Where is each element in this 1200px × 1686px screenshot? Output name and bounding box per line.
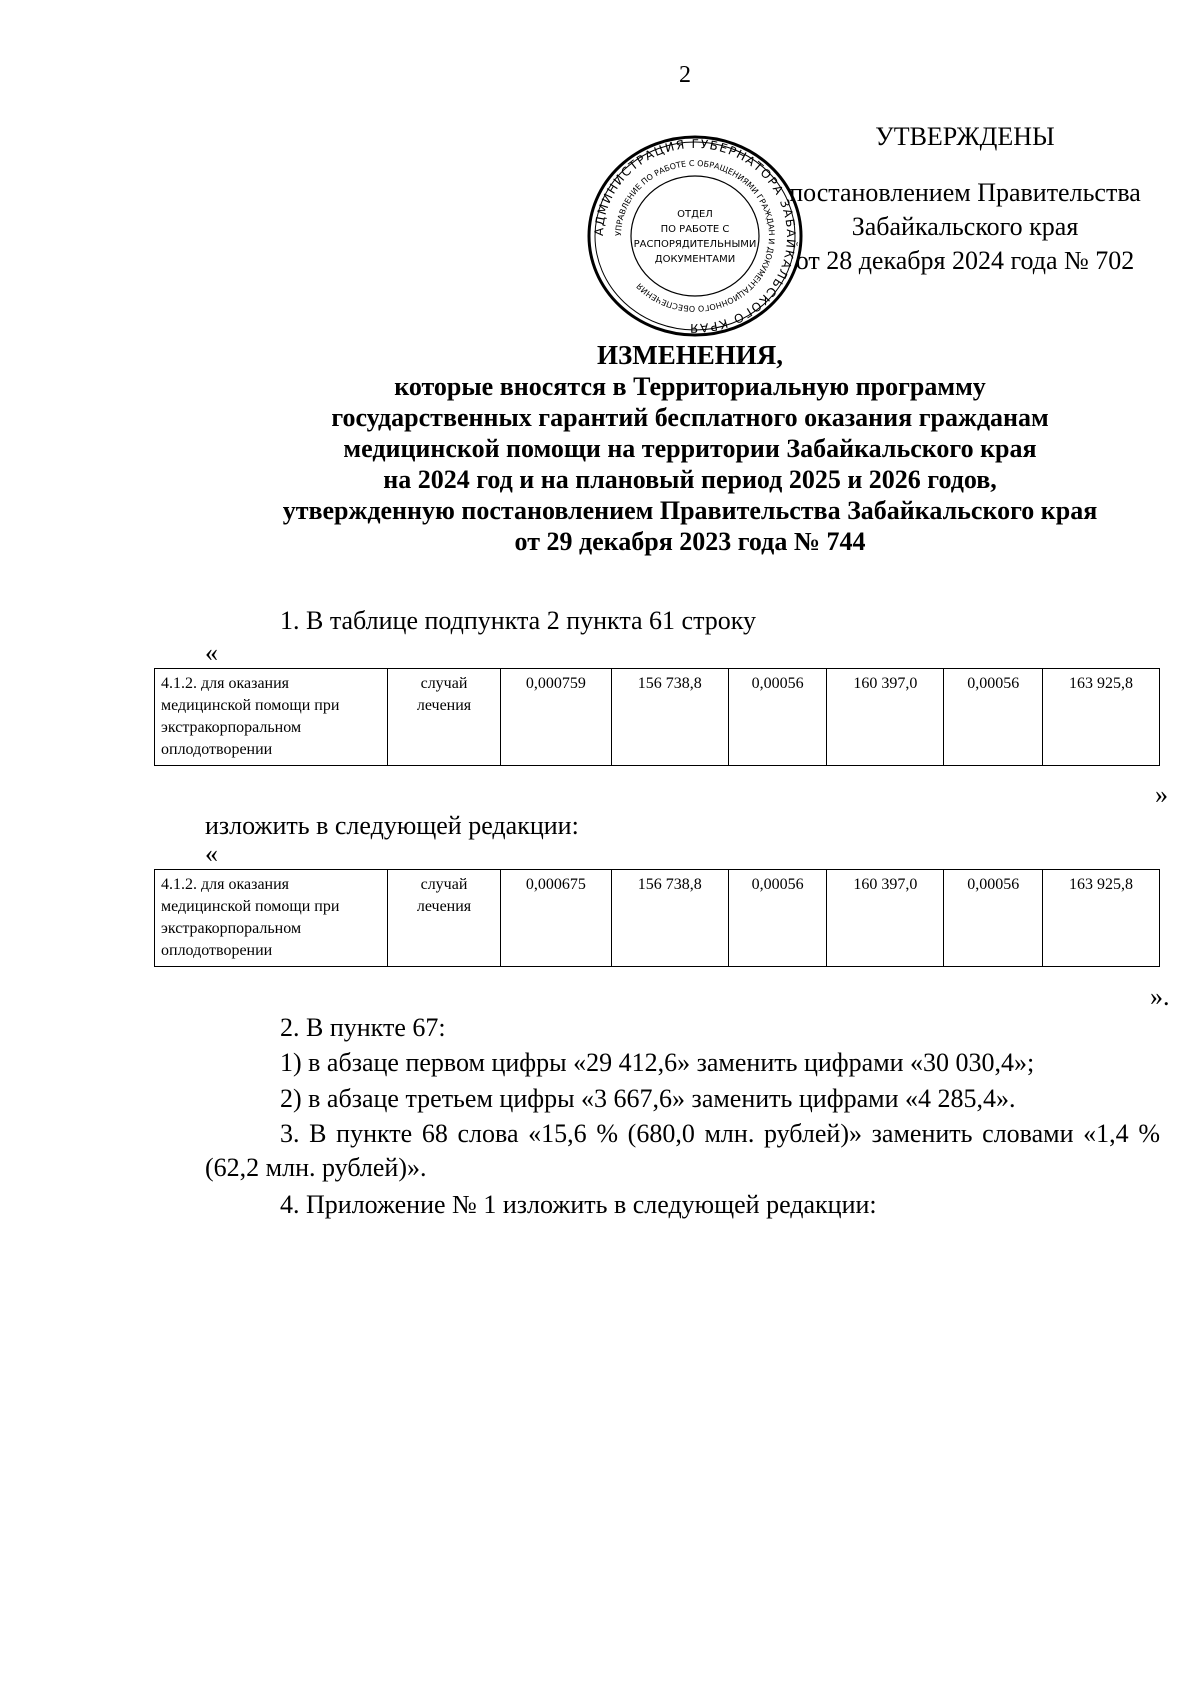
item-2-1-text: 1) в абзаце первом цифры «29 412,6» заменить цифрами «30 030,4»; bbox=[280, 1048, 1035, 1077]
row-unit-cell: случай лечения bbox=[388, 870, 501, 967]
item-2-2-text: 2) в абзаце третьем цифры «3 667,6» заменить цифрами «4 285,4». bbox=[280, 1084, 1016, 1113]
title-line: которые вносятся в Территориальную программу bbox=[394, 372, 986, 401]
title-main: ИЗМЕНЕНИЯ, bbox=[596, 340, 783, 370]
title-line: на 2024 год и на плановый период 2025 и 2026 годов, bbox=[383, 465, 997, 494]
row-value-cell: 0,00056 bbox=[728, 669, 827, 766]
open-quote: « bbox=[205, 839, 218, 868]
row-value-cell: 163 925,8 bbox=[1043, 870, 1160, 967]
row-value-cell: 0,000759 bbox=[501, 669, 612, 766]
row-name-cell: 4.1.2. для оказания медицинской помощи при экстракорпоральном оплодотворении bbox=[155, 669, 388, 766]
row-value-cell: 156 738,8 bbox=[611, 669, 728, 766]
title-line: медицинской помощи на территории Забайкальского края bbox=[343, 434, 1037, 463]
title-line: утвержденную постановлением Правительства Забайкальского края bbox=[282, 496, 1098, 525]
open-quote: « bbox=[205, 638, 218, 667]
approval-line: постановлением Правительства bbox=[789, 178, 1141, 207]
stamp-center-line: ПО РАБОТЕ С bbox=[660, 224, 730, 235]
row-value-cell: 156 738,8 bbox=[611, 870, 728, 967]
item-3-text: 3. В пункте 68 слова «15,6 % (680,0 млн. рублей)» заменить словами «1,4 % (62,2 млн. рублей)». bbox=[205, 1119, 1160, 1182]
new-row-table bbox=[154, 869, 1160, 967]
item-4-text: 4. Приложение № 1 изложить в следующей редакции: bbox=[280, 1190, 877, 1219]
table-row bbox=[155, 669, 1160, 766]
item-2-text: 2. В пункте 67: bbox=[280, 1013, 446, 1042]
row-value-cell: 160 397,0 bbox=[827, 870, 944, 967]
row-name-cell: 4.1.2. для оказания медицинской помощи при экстракорпоральном оплодотворении bbox=[155, 870, 388, 967]
row-value-cell: 0,000675 bbox=[501, 870, 612, 967]
row-value-cell: 163 925,8 bbox=[1043, 669, 1160, 766]
close-quote: » bbox=[1155, 780, 1168, 809]
page-number: 2 bbox=[679, 62, 691, 88]
row-value-cell: 160 397,0 bbox=[827, 669, 944, 766]
title-line: от 29 декабря 2023 года № 744 bbox=[514, 527, 866, 556]
stamp-center-line: РАСПОРЯДИТЕЛЬНЫМИ bbox=[633, 239, 757, 250]
stamp-center-line: ОТДЕЛ bbox=[677, 209, 713, 220]
approval-line: Забайкальского края bbox=[851, 212, 1079, 241]
row-unit-cell: случай лечения bbox=[388, 669, 501, 766]
approval-line: от 28 декабря 2024 года № 702 bbox=[795, 246, 1135, 275]
stamp-center-line: ДОКУМЕНТАМИ bbox=[654, 254, 736, 265]
document-title bbox=[220, 340, 1160, 557]
title-line: государственных гарантий бесплатного оказания гражданам bbox=[331, 403, 1049, 432]
item-1-text: 1. В таблице подпункта 2 пункта 61 строку bbox=[280, 606, 757, 635]
replace-text: изложить в следующей редакции: bbox=[205, 811, 579, 840]
row-value-cell: 0,00056 bbox=[728, 870, 827, 967]
table-row bbox=[155, 870, 1160, 967]
stamp-inner-ring-text: УПРАВЛЕНИЕ ПО РАБОТЕ С ОБРАЩЕНИЯМИ ГРАЖДАН И ДОКУМЕНТАЦИОННОГО ОБЕСПЕЧЕНИЯ bbox=[613, 158, 777, 314]
old-row-table bbox=[154, 668, 1160, 766]
approval-heading: УТВЕРЖДЕНЫ bbox=[875, 122, 1055, 151]
row-value-cell: 0,00056 bbox=[944, 669, 1043, 766]
stamp-ring-text: АДМИНИСТРАЦИЯ ГУБЕРНАТОРА ЗАБАЙКАЛЬСКОГО КРАЯ bbox=[591, 136, 799, 336]
close-quote: ». bbox=[1150, 982, 1170, 1011]
row-value-cell: 0,00056 bbox=[944, 870, 1043, 967]
approval-block bbox=[760, 120, 1170, 278]
